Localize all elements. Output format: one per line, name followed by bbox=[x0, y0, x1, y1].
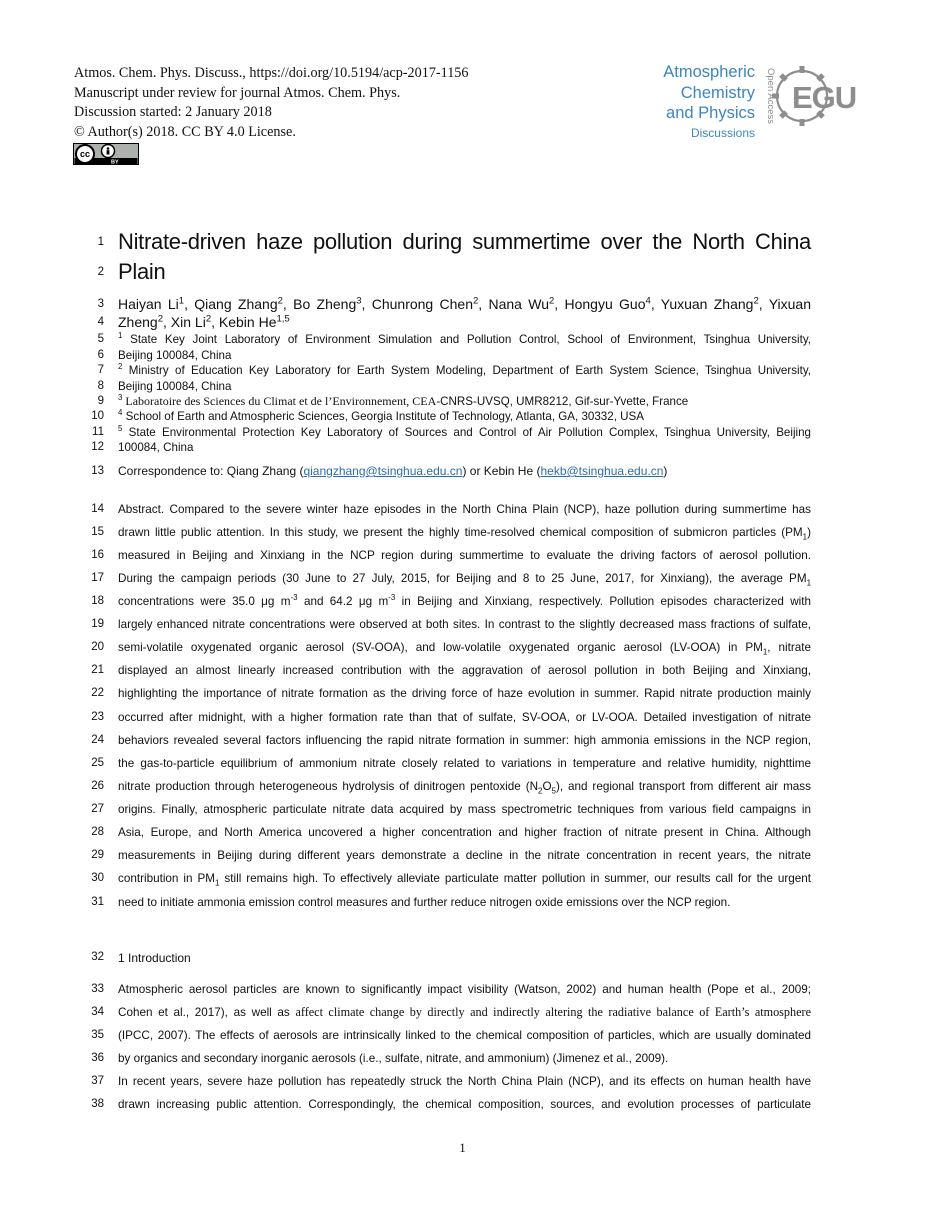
svg-text:EGU: EGU bbox=[792, 80, 857, 115]
abstract-line: displayed an almost linearly increased contribution with the aggravation of aerosol pollution in both Beijing and Xinxiang, bbox=[118, 664, 811, 677]
cc-mark: cc bbox=[79, 149, 91, 159]
line-number: 7 bbox=[97, 364, 104, 376]
intro-line: In recent years, severe haze pollution has repeatedly struck the North China Plain (NCP), and its effects on human health have bbox=[118, 1075, 811, 1088]
paper-title-line1: Nitrate-driven haze pollution during summertime over the North China bbox=[118, 229, 811, 254]
line-number: 3 bbox=[97, 298, 104, 310]
line-number: 34 bbox=[91, 1006, 104, 1018]
line-number: 13 bbox=[91, 465, 104, 477]
line-number: 26 bbox=[91, 780, 104, 792]
line-number: 31 bbox=[91, 896, 104, 908]
by-mark: BY bbox=[111, 159, 119, 166]
line-number: 6 bbox=[97, 349, 104, 361]
abstract-line: contribution in $PM_1$ still remains high. To effectively alleviate particulate matter pollution in summer, our results call for the urgent bbox=[118, 872, 811, 888]
affiliation-2: $^2$ Ministry of Education Key Laboratory for Earth System Modeling, Department of Earth System Science, Tsinghua University, bbox=[118, 362, 811, 377]
line-number: 29 bbox=[91, 849, 104, 861]
line-number: 24 bbox=[91, 734, 104, 746]
line-number: 9 bbox=[97, 395, 104, 407]
paper-title-line2: Plain bbox=[118, 259, 166, 284]
abstract-line: During the campaign periods (30 June to 27 July, 2015, for Beijing and 8 to 25 June, 2017, for Xinxiang), the average $PM_1$ bbox=[118, 572, 811, 588]
line-number: 38 bbox=[91, 1098, 104, 1110]
line-number: 1 bbox=[97, 236, 104, 248]
line-number: 8 bbox=[97, 380, 104, 392]
line-number: 11 bbox=[92, 426, 104, 438]
affiliation-3: $^3$ Laboratoire des Sciences du Climat et de l’Environnement, CEA-CNRS-UVSQ, UMR8212, Gif-sur-Yvette, France bbox=[118, 393, 689, 408]
journal-name-line2: Chemistry bbox=[680, 83, 755, 102]
intro-line: Cohen et al., 2017), as well as affect climate change by directly and indirectly altering the radiative balance of Earth’s atmosphere bbox=[118, 1005, 811, 1019]
running-header bbox=[74, 64, 469, 142]
line-number: 20 bbox=[91, 641, 104, 653]
line-number: 21 bbox=[91, 664, 104, 676]
abstract-line: measured in Beijing and Xinxiang in the NCP region during summertime to evaluate the driving factors of aerosol pollution. bbox=[118, 549, 811, 562]
line-number: 19 bbox=[91, 618, 104, 630]
line-number: 35 bbox=[91, 1029, 104, 1041]
line-number: 4 bbox=[97, 316, 104, 328]
abstract-line: need to initiate ammonia emission control measures and further reduce nitrogen oxide emissions over the NCP region. bbox=[118, 896, 731, 909]
journal-discussions-label: Discussions bbox=[690, 125, 755, 140]
line-number: 30 bbox=[91, 872, 104, 884]
line-number: 17 bbox=[91, 572, 104, 584]
abstract-line: Abstract. Compared to the severe winter haze episodes in the North China Plain (NCP), haze pollution during summertime has bbox=[118, 503, 811, 516]
header-citation[interactable]: Atmos. Chem. Phys. Discuss., https://doi.org/10.5194/acp-2017-1156 bbox=[74, 65, 469, 81]
line-number: 10 bbox=[91, 410, 104, 422]
abstract-line: origins. Finally, atmospheric particulate nitrate data acquired by mass spectrometric techniques from various field campaigns in bbox=[118, 803, 811, 816]
intro-line: (IPCC, 2007). The effects of aerosols are intrinsically linked to the chemical composition of particles, which are usually dominated bbox=[118, 1029, 811, 1042]
line-number: 23 bbox=[91, 711, 104, 723]
line-number: 27 bbox=[91, 803, 104, 815]
line-number: 32 bbox=[91, 951, 104, 963]
line-number: 5 bbox=[97, 333, 104, 345]
abstract-line: occurred after midnight, with a higher formation rate than that of sulfate, SV-OOA, or LV-OOA. Detailed investigation of nitrate bbox=[118, 711, 811, 724]
line-number: 14 bbox=[91, 503, 104, 515]
line-number: 12 bbox=[91, 441, 104, 453]
abstract-line: nitrate production through heterogeneous hydrolysis of dinitrogen pentoxide $(N_2O_5)$, and regional transport from different air mass bbox=[118, 780, 811, 796]
abstract-line: behaviors revealed several factors influencing the rapid nitrate formation in summer: high ammonia emissions in the NCP region, bbox=[118, 734, 811, 747]
header-manuscript-status: Manuscript under review for journal Atmos. Chem. Phys. bbox=[74, 84, 401, 101]
intro-line: Atmospheric aerosol particles are known to significantly impact visibility (Watson, 2002) and human health (Pope et al., 2009; bbox=[118, 983, 811, 996]
affiliation-4: $^4$ School of Earth and Atmospheric Sciences, Georgia Institute of Technology, Atlanta, GA, 30332, USA bbox=[118, 408, 644, 423]
affiliation-1: $^1$ State Key Joint Laboratory of Environment Simulation and Pollution Control, School of Environment, Tsinghua University, bbox=[118, 331, 811, 346]
author-list-line1: Haiyan Li$^1$, Qiang Zhang$^2$, Bo Zheng$^3$, Chunrong Chen$^2$, Nana Wu$^2$, Hongyu Guo$^4$, Yuxuan Zhang$^2$, Yixuan bbox=[118, 295, 811, 312]
line-number: 16 bbox=[91, 549, 104, 561]
cc-by-license-icon[interactable] bbox=[73, 143, 139, 165]
author-list-line2: Zheng$^2$, Xin Li$^2$, Kebin He$^{1,5}$ bbox=[118, 313, 290, 330]
correspondence: Correspondence to: Qiang Zhang (qiangzhang@tsinghua.edu.cn) or Kebin He (hekb@tsinghua.edu.cn) bbox=[118, 464, 668, 478]
email-link-kebin-he[interactable]: hekb@tsinghua.edu.cn bbox=[540, 464, 664, 478]
line-number: 2 bbox=[97, 266, 104, 278]
svg-text:Open Access: Open Access bbox=[765, 68, 776, 124]
header-discussion-date: Discussion started: 2 January 2018 bbox=[74, 104, 272, 120]
journal-name-line3: and Physics bbox=[666, 104, 755, 122]
header-license: © Author(s) 2018. CC BY 4.0 License. bbox=[74, 123, 296, 140]
open-access-label bbox=[758, 66, 776, 128]
abstract-line: largely enhanced nitrate concentrations were observed at both sites. In contrast to the slightly decreased mass fractions of sulfate, bbox=[118, 618, 811, 631]
affiliation-2-cont: Beijing 100084, China bbox=[118, 380, 232, 393]
abstract-line: semi-volatile oxygenated organic aerosol (SV-OOA), and low-volatile oxygenated organic aerosol (LV-OOA) in $PM_1$, nitrate bbox=[118, 641, 811, 657]
egu-logo-icon bbox=[772, 64, 858, 130]
journal-name-line1: Atmospheric bbox=[663, 63, 755, 81]
intro-line: by organics and secondary inorganic aerosols (i.e., sulfate, nitrate, and ammonium) (Jimenez et al., 2009). bbox=[118, 1052, 669, 1065]
affiliation-1-cont: Beijing 100084, China bbox=[118, 349, 232, 362]
line-number: 36 bbox=[91, 1052, 104, 1064]
abstract-line: concentrations were 35.0 μg $m^{-3}$ and 64.2 μg $m^{-3}$ in Beijing and Xinxiang, respectively. Pollution episodes characterized with bbox=[118, 593, 811, 608]
abstract-line: measurements in Beijing during different years demonstrate a decline in the nitrate concentration in recent years, the nitrate bbox=[118, 849, 811, 862]
abstract-line: Asia, Europe, and North America uncovered a higher concentration and higher fraction of nitrate present in China. Although bbox=[118, 826, 811, 839]
line-number: 18 bbox=[91, 595, 104, 607]
line-number: 37 bbox=[91, 1075, 104, 1087]
line-number: 25 bbox=[91, 757, 104, 769]
section-heading-introduction: 1 Introduction bbox=[118, 951, 191, 965]
page-number: 1 bbox=[459, 1140, 466, 1155]
journal-logo[interactable] bbox=[640, 62, 755, 141]
email-link-qiang-zhang[interactable]: qiangzhang@tsinghua.edu.cn bbox=[303, 464, 463, 478]
intro-line: drawn increasing public attention. Correspondingly, the chemical composition, sources, and evolution processes of particulate bbox=[118, 1098, 811, 1111]
line-number: 15 bbox=[91, 526, 104, 538]
abstract-line: the gas-to-particle equilibrium of ammonium nitrate closely related to variations in temperature and relative humidity, nighttime bbox=[118, 757, 811, 770]
abstract-line: drawn little public attention. In this study, we present the highly time-resolved chemical composition of submicron particles $(PM_1)$ bbox=[118, 526, 811, 542]
line-number: 28 bbox=[91, 826, 104, 838]
affiliation-5: $^5$ State Environmental Protection Key Laboratory of Sources and Control of Air Pollution Complex, Tsinghua University, Beijing bbox=[118, 424, 811, 439]
line-number: 33 bbox=[91, 983, 104, 995]
affiliation-5-cont: 100084, China bbox=[118, 441, 194, 454]
line-number: 22 bbox=[91, 687, 104, 699]
abstract-line: highlighting the importance of nitrate formation as the driving force of haze evolution in summer. Rapid nitrate production mainly bbox=[118, 687, 811, 700]
